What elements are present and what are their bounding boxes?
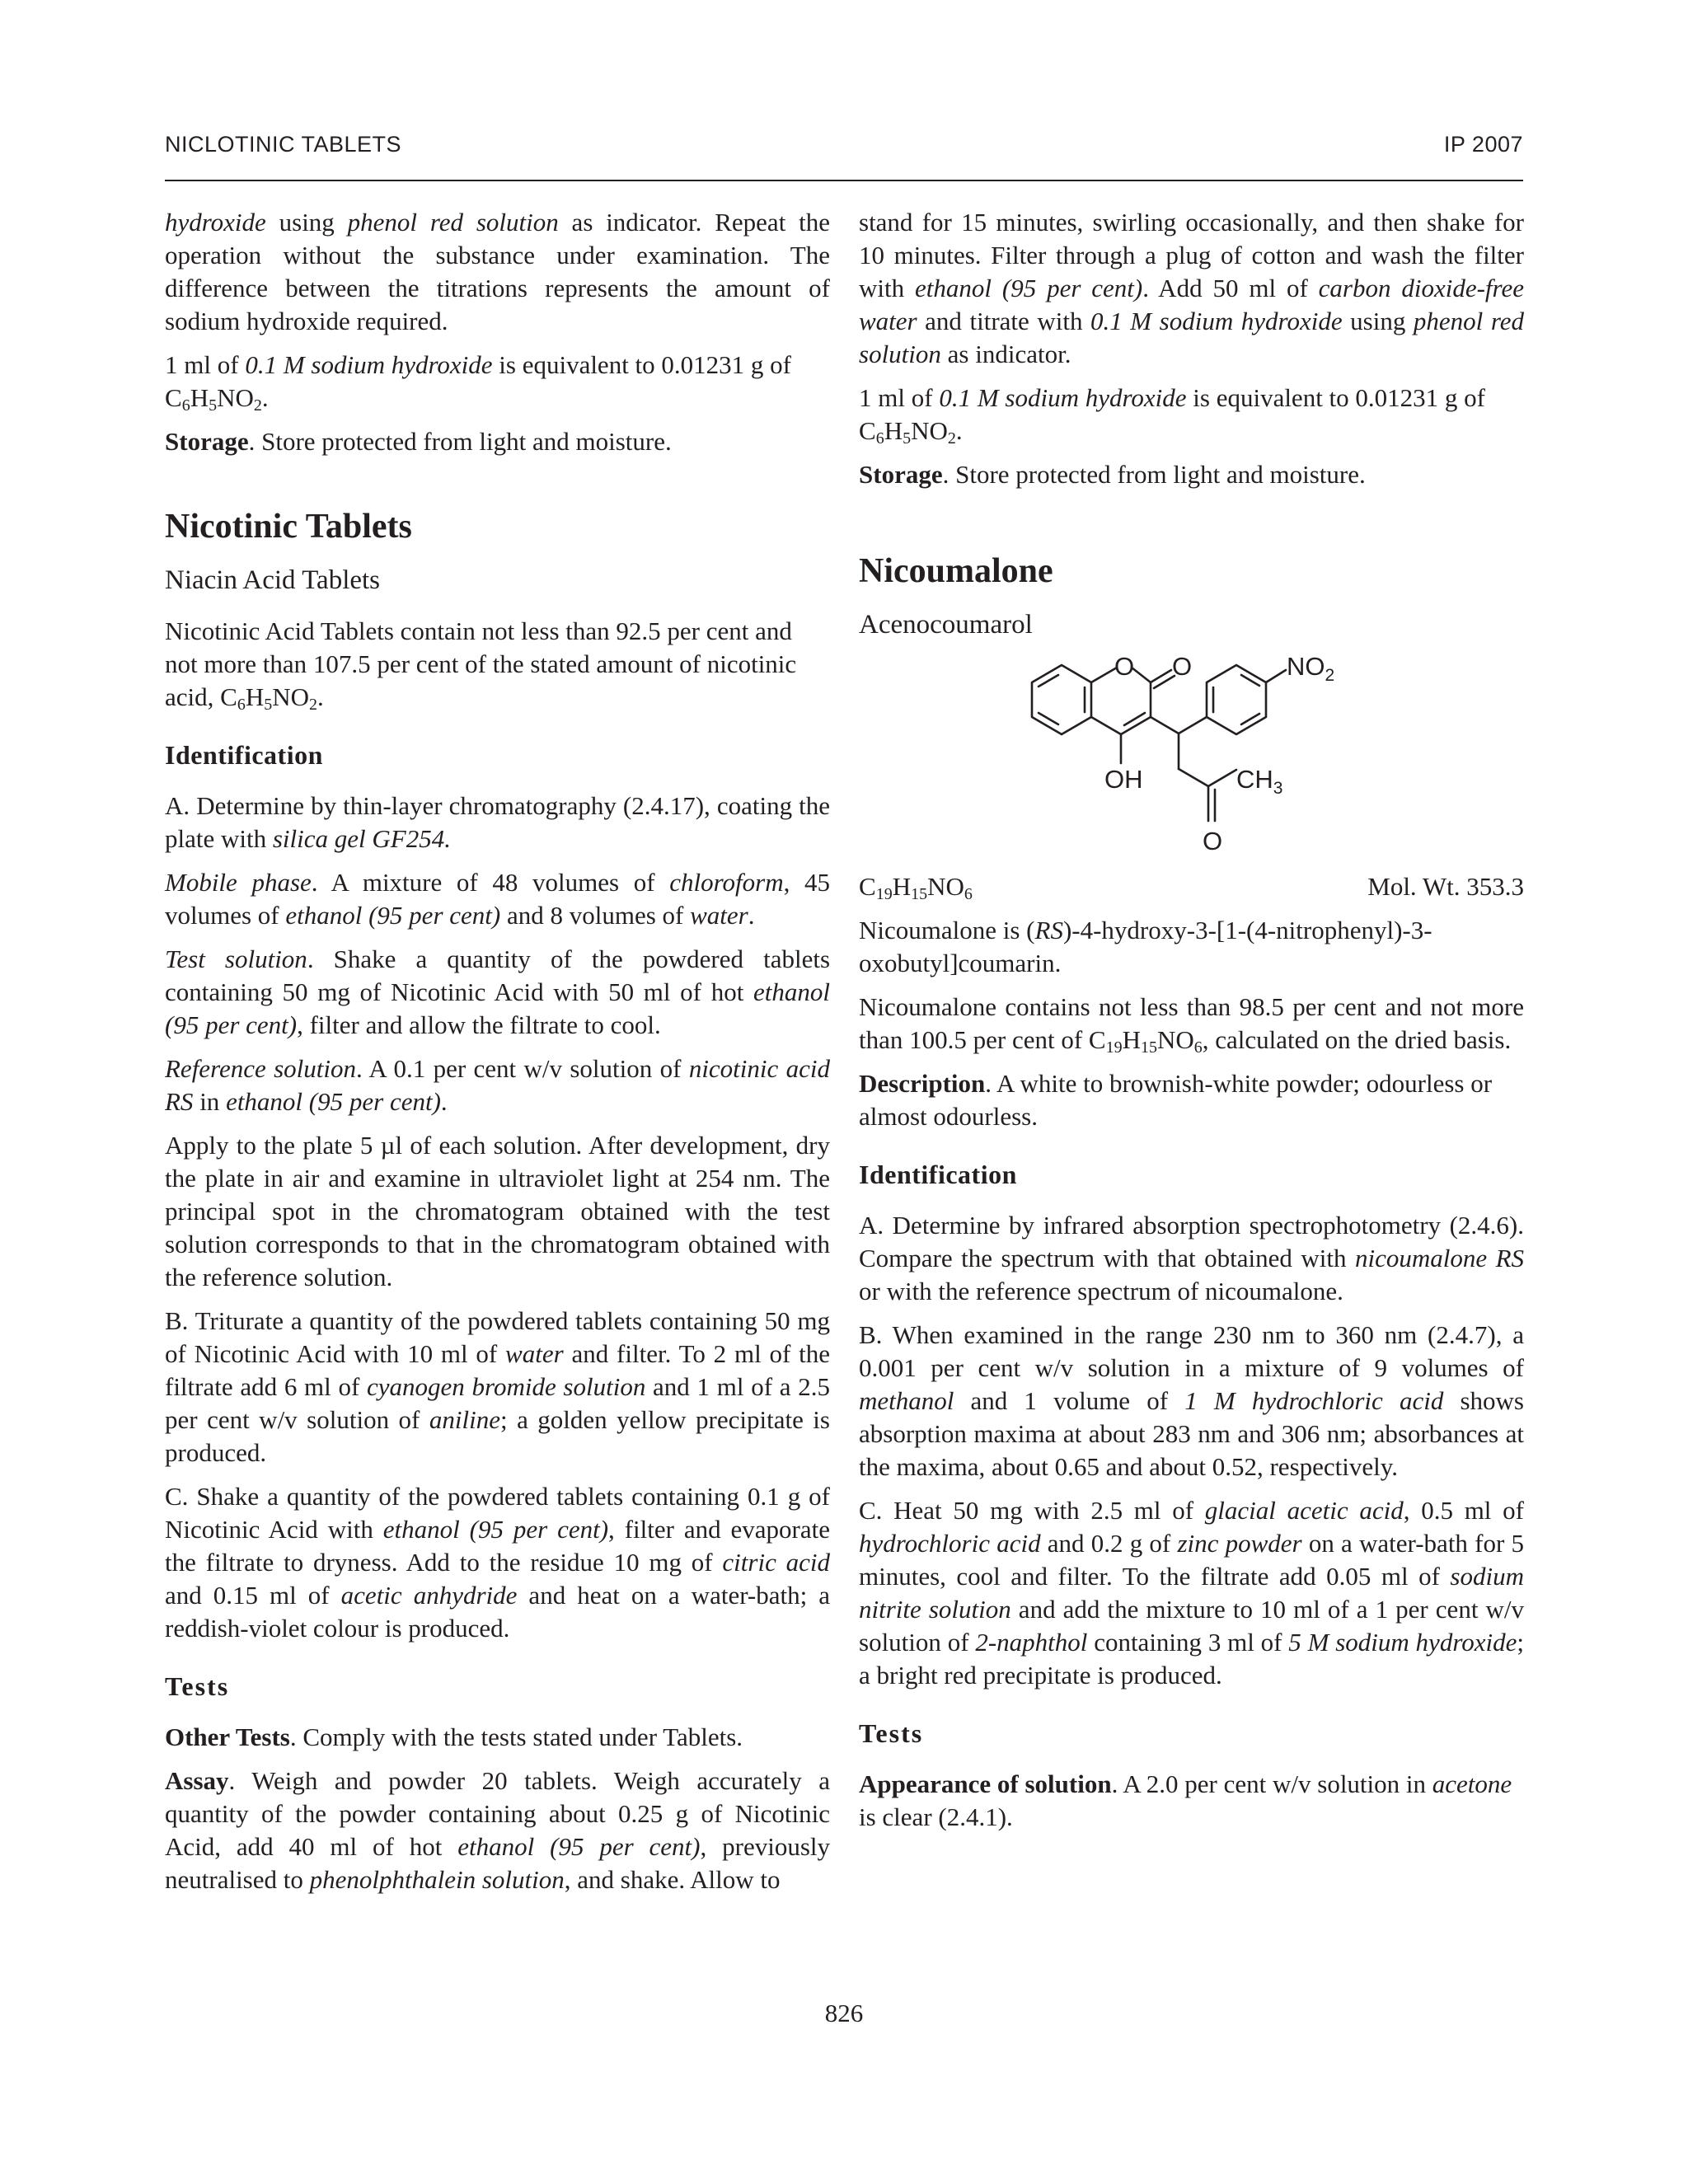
section-heading-identification: Identification xyxy=(859,1160,1017,1189)
chemical-structure xyxy=(999,648,1386,864)
storage-statement: Storage. Store protected from light and moisture. xyxy=(165,427,672,456)
left-column xyxy=(165,206,830,1907)
running-header-title: NICLOTINIC TABLETS xyxy=(165,132,402,157)
formula-row xyxy=(859,870,1524,903)
molecular-weight: Mol. Wt. 353.3 xyxy=(1367,872,1524,901)
identification-a: A. Determine by infrared absorption spectrophotometry (2.4.6). Compare the spectrum with that obtained with nicoumalone RS or with the reference spectrum of nicoumalone. xyxy=(859,1211,1524,1305)
content-statement: Nicotinic Acid Tablets contain not less than 92.5 per cent and not more than 107.5 per cent of the stated amount of nicotinic acid, $C_6H_5NO_2$. xyxy=(165,616,797,714)
mobile-phase: Mobile phase. A mixture of 48 volumes of chloroform, 45 volumes of ethanol (95 per cent) and 8 volumes of water. xyxy=(165,868,830,930)
monograph-subtitle: Niacin Acid Tablets xyxy=(165,565,381,595)
continued-assay: stand for 15 minutes, swirling occasionally, and then shake for 10 minutes. Filter through a plug of cotton and wash the filter with ethanol (95 per cent). Add 50 ml of carbon dioxide-free water and titrate with 0.1 M sodium hydroxide using phenol red solution as indicator. xyxy=(859,208,1524,368)
identification-a: A. Determine by thin-layer chromatography (2.4.17), coating the plate with silica gel GF254. xyxy=(165,791,830,853)
monograph-subtitle: Acenocoumarol xyxy=(859,610,1033,640)
identification-b: B. When examined in the range 230 nm to 360 nm (2.4.7), a 0.001 per cent w/v solution in a mixture of 9 volumes of methanol and 1 volume of 1 M hydrochloric acid shows absorption maxima at about 283 nm and 306 nm; absorbances at the maxima, about 0.65 and about 0.52, respectively. xyxy=(859,1320,1524,1481)
right-column xyxy=(859,206,1524,1844)
running-header-edition: IP 2007 xyxy=(1443,132,1523,157)
ring-oxygen-label: O xyxy=(1114,652,1135,681)
section-heading-tests: Tests xyxy=(859,1718,924,1748)
appearance-of-solution: Appearance of solution. A 2.0 per cent w/v solution in acetone is clear (2.4.1). xyxy=(859,1769,1512,1831)
hydroxyl-label: OH xyxy=(1104,765,1143,794)
identification-c: C. Heat 50 mg with 2.5 ml of glacial acetic acid, 0.5 ml of hydrochloric acid and 0.2 g of zinc powder on a water-bath for 5 minutes, cool and filter. To the filtrate add 0.05 ml of sodium nitrite solution and add the mixture to 10 ml of a 1 per cent w/v solution of 2-naphthol containing 3 ml of 5 M sodium hydroxide; a bright red precipitate is produced. xyxy=(859,1496,1525,1690)
equivalence-statement: 1 ml of 0.1 M sodium hydroxide is equivalent to 0.01231 g of $C_6H_5NO_2$. xyxy=(859,383,1485,448)
section-heading-tests: Tests xyxy=(165,1671,230,1701)
monograph-title: Nicotinic Tablets xyxy=(165,508,412,546)
other-tests: Other Tests. Comply with the tests stated under Tablets. xyxy=(165,1722,743,1751)
reference-solution: Reference solution. A 0.1 per cent w/v solution of nicotinic acid RS in ethanol (95 per cent). xyxy=(165,1054,831,1116)
application-procedure: Apply to the plate 5 µl of each solution. After development, dry the plate in air and examine in ultraviolet light at 254 nm. The principal spot in the chromatogram obtained with the test solution corresponds to that in the chromatogram obtained with the reference solution. xyxy=(165,1131,830,1291)
monograph-title: Nicoumalone xyxy=(859,552,1053,590)
assay: Assay. Weigh and powder 20 tablets. Weigh accurately a quantity of the powder containing about 0.25 g of Nicotinic Acid, add 40 ml of hot ethanol (95 per cent), previously neutralised to phenolphthalein solution, and shake. Allow to xyxy=(165,1766,831,1894)
continued-paragraph: hydroxide using phenol red solution as indicator. Repeat the operation without the substance under examination. The difference between the titrations represents the amount of sodium hydroxide required. xyxy=(165,208,830,335)
nitro-label: $NO_2$ xyxy=(1287,652,1335,685)
equivalence-statement: 1 ml of 0.1 M sodium hydroxide is equivalent to 0.01231 g of $C_6H_5NO_2$. xyxy=(165,350,791,415)
test-solution: Test solution. Shake a quantity of the powdered tablets containing 50 mg of Nicotinic Acid with 50 ml of hot ethanol (95 per cent), filter and allow the filtrate to cool. xyxy=(165,944,831,1039)
header-rule xyxy=(165,180,1523,181)
carbonyl-oxygen-label: O xyxy=(1172,652,1193,681)
identification-b: B. Triturate a quantity of the powdered tablets containing 50 mg of Nicotinic Acid with 10 ml of water and filter. To 2 ml of the filtrate add 6 ml of cyanogen bromide solution and 1 ml of a 2.5 per cent w/v solution of aniline; a golden yellow precipitate is produced. xyxy=(165,1306,830,1467)
storage-statement: Storage. Store protected from light and moisture. xyxy=(859,460,1366,489)
identification-c: C. Shake a quantity of the powdered tablets containing 0.1 g of Nicotinic Acid with ethanol (95 per cent), filter and evaporate the filtrate to dryness. Add to the residue 10 mg of citric acid and 0.15 ml of acetic anhydride and heat on a water-bath; a reddish-violet colour is produced. xyxy=(165,1482,830,1643)
chemical-definition: Nicoumalone is (RS)-4-hydroxy-3-[1-(4-nitrophenyl)-3-oxobutyl]coumarin. xyxy=(859,916,1432,977)
methyl-label: $CH_3$ xyxy=(1236,765,1283,798)
section-heading-identification: Identification xyxy=(165,740,323,770)
description: Description. A white to brownish-white powder; odourless or almost odourless. xyxy=(859,1069,1493,1131)
ketone-oxygen-label: O xyxy=(1203,827,1223,855)
molecular-formula: $C_{19}H_{15}NO_6$ xyxy=(859,872,973,903)
page-number: 826 xyxy=(824,1999,864,2027)
content-statement: Nicoumalone contains not less than 98.5 per cent and not more than 100.5 per cent of $C_{19}H_{15}NO_6$, calculated on the dried basis. xyxy=(859,992,1524,1057)
